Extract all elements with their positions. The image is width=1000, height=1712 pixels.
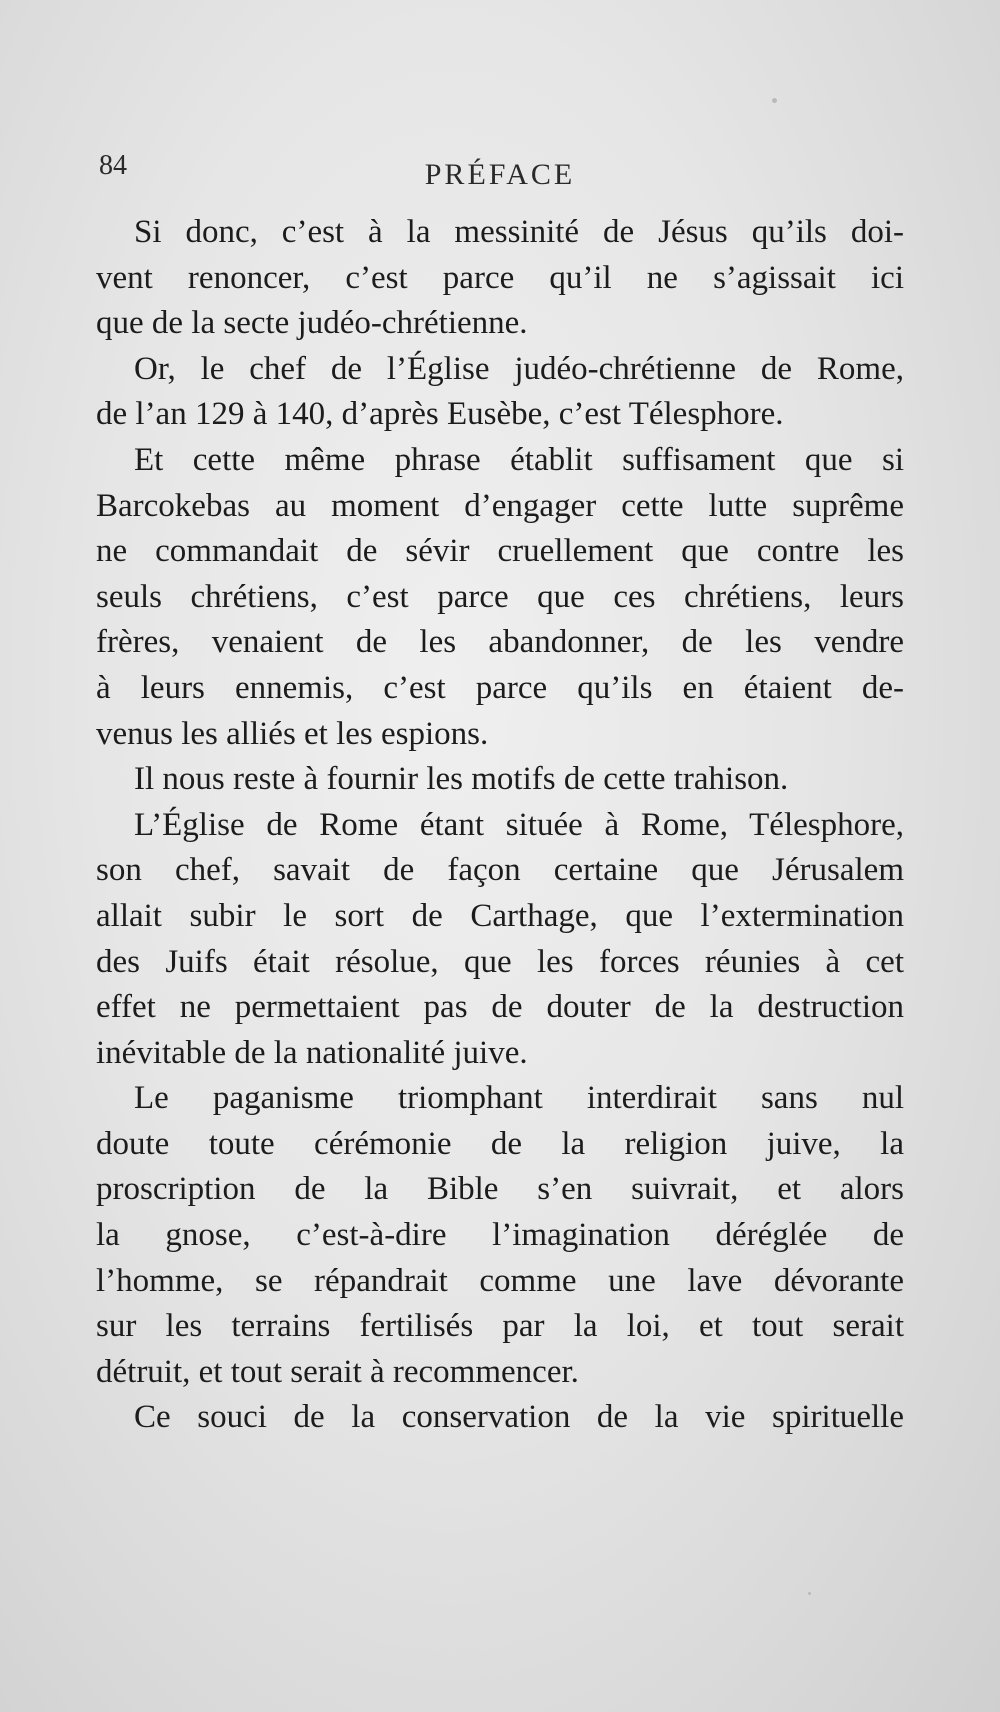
text-line: inévitable de la nationalité juive. xyxy=(96,1034,528,1071)
text-line: doute toute cérémonie de la religion juive, la xyxy=(96,1125,904,1162)
text-line: à leurs ennemis, c’est parce qu’ils en étaient de- xyxy=(96,669,904,706)
text-line: Ce souci de la conservation de la vie spirituelle xyxy=(134,1399,904,1436)
text-line: Barcokebas au moment d’engager cette lutte suprême xyxy=(96,487,904,524)
text-line: Et cette même phrase établit suffisament que si xyxy=(134,441,904,478)
text-line: L’Église de Rome étant située à Rome, Télesphore, xyxy=(134,806,904,843)
text-line: proscription de la Bible s’en suivrait, et alors xyxy=(96,1171,904,1208)
paper-speck xyxy=(772,98,777,103)
text-line: de l’an 129 à 140, d’après Eusèbe, c’est Télesphore. xyxy=(96,396,784,433)
text-line: Il nous reste à fournir les motifs de cette trahison. xyxy=(134,761,789,798)
text-line: son chef, savait de façon certaine que Jérusalem xyxy=(96,852,904,889)
text-line: effet ne permettaient pas de douter de la destruction xyxy=(96,989,904,1026)
text-line: que de la secte judéo-chrétienne. xyxy=(96,305,528,342)
paper-speck xyxy=(808,1592,811,1595)
text-line: détruit, et tout serait à recommencer. xyxy=(96,1353,579,1390)
text-line: ne commandait de sévir cruellement que contre les xyxy=(96,533,904,570)
text-line: vent renoncer, c’est parce qu’il ne s’agissait ici xyxy=(96,259,904,296)
body-text xyxy=(96,210,904,1441)
text-line: frères, venaient de les abandonner, de les vendre xyxy=(96,624,904,661)
text-line: Le paganisme triomphant interdirait sans nul xyxy=(134,1080,904,1117)
page-number: 84 xyxy=(99,150,127,181)
text-line: Or, le chef de l’Église judéo-chrétienne de Rome, xyxy=(134,350,904,387)
text-line: seuls chrétiens, c’est parce que ces chrétiens, leurs xyxy=(96,578,904,615)
text-line: sur les terrains fertilisés par la loi, et tout serait xyxy=(96,1308,904,1345)
text-line: la gnose, c’est-à-dire l’imagination déréglée de xyxy=(96,1217,904,1254)
text-line: Si donc, c’est à la messinité de Jésus qu’ils doi- xyxy=(134,214,904,250)
running-title: PRÉFACE xyxy=(424,158,576,191)
text-line: venus les alliés et les espions. xyxy=(96,715,489,752)
text-line: l’homme, se répandrait comme une lave dévorante xyxy=(96,1262,904,1299)
text-line: allait subir le sort de Carthage, que l’extermination xyxy=(96,897,904,934)
text-line: des Juifs était résolue, que les forces réunies à cet xyxy=(96,943,904,980)
